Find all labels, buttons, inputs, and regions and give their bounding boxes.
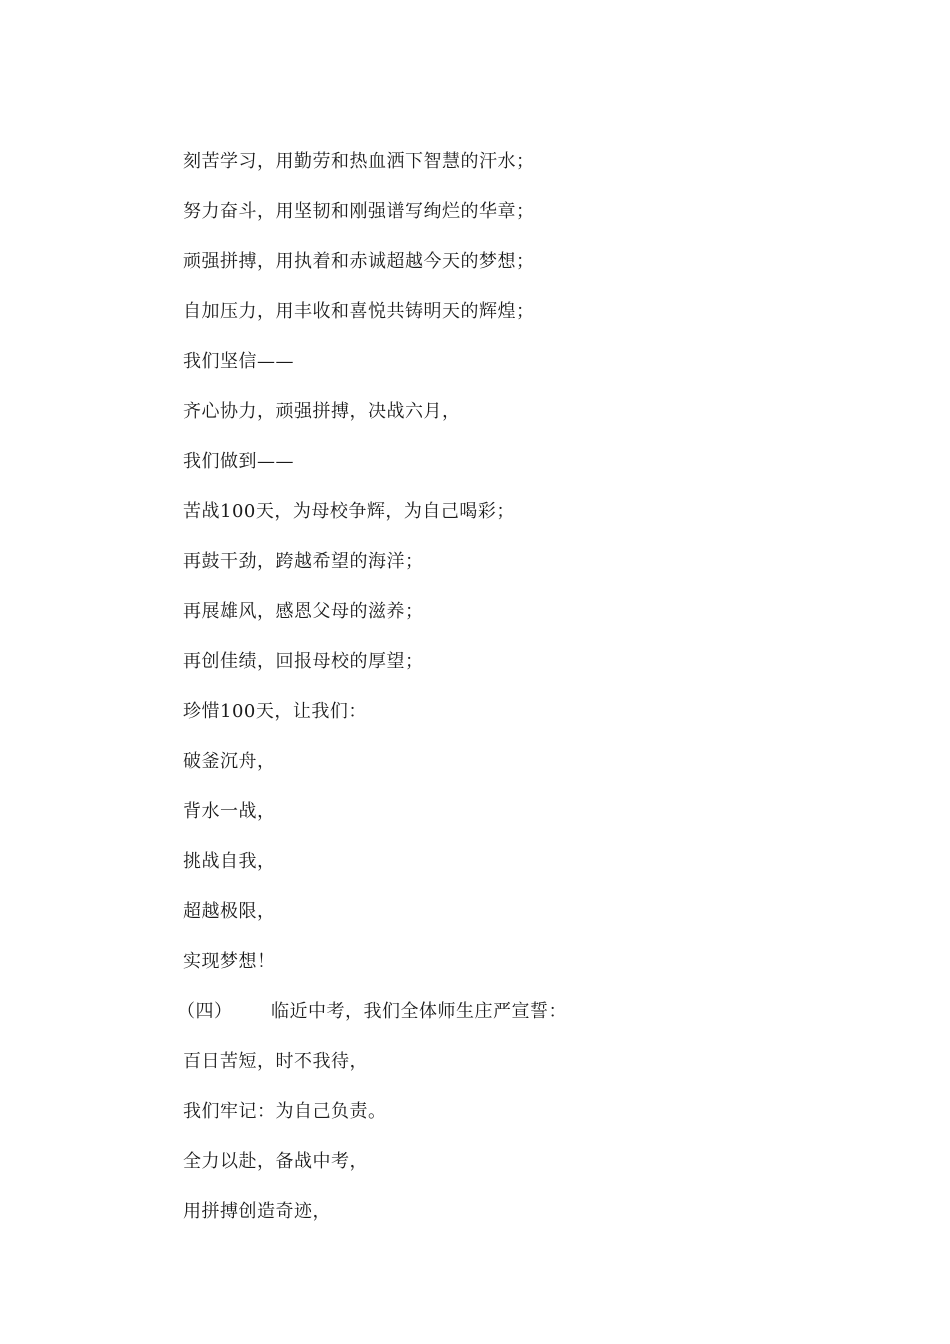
text-line: 背水一战， [183,801,276,822]
document-body [177,146,883,1246]
section-label: （四） [177,1001,233,1022]
text-line: 刻苦学习，用勤劳和热血洒下智慧的汗水； [183,151,535,172]
text-line: 超越极限， [183,901,276,922]
text-line: 百日苦短，时不我待， [183,1051,368,1072]
text-line: 苦战100天，为母校争辉，为自己喝彩； [183,501,515,522]
text-line: 顽强拼搏，用执着和赤诚超越今天的梦想； [183,251,535,272]
text-line: 再创佳绩，回报母校的厚望； [183,651,424,672]
text-line: 我们做到—— [183,451,294,472]
text-line: 齐心协力，顽强拼搏，决战六月， [183,401,461,422]
text-line: 努力奋斗，用坚韧和刚强谱写绚烂的华章； [183,201,535,222]
text-line: 自加压力，用丰收和喜悦共铸明天的辉煌； [183,301,535,322]
text-line: 我们坚信—— [183,351,294,372]
text-line: 挑战自我， [183,851,276,872]
text-line: 我们牢记：为自己负责。 [183,1101,387,1122]
section-text: 临近中考，我们全体师生庄严宣誓： [271,1001,567,1022]
section-heading [177,996,883,1046]
text-line: 破釜沉舟， [183,751,276,772]
text-line: 实现梦想！ [183,951,276,972]
text-line: 用拼搏创造奇迹， [183,1201,331,1222]
text-line: 再展雄风，感恩父母的滋养； [183,601,424,622]
text-line: 珍惜100天，让我们： [183,701,367,722]
text-line: 再鼓干劲，跨越希望的海洋； [183,551,424,572]
text-line: 全力以赴，备战中考， [183,1151,368,1172]
